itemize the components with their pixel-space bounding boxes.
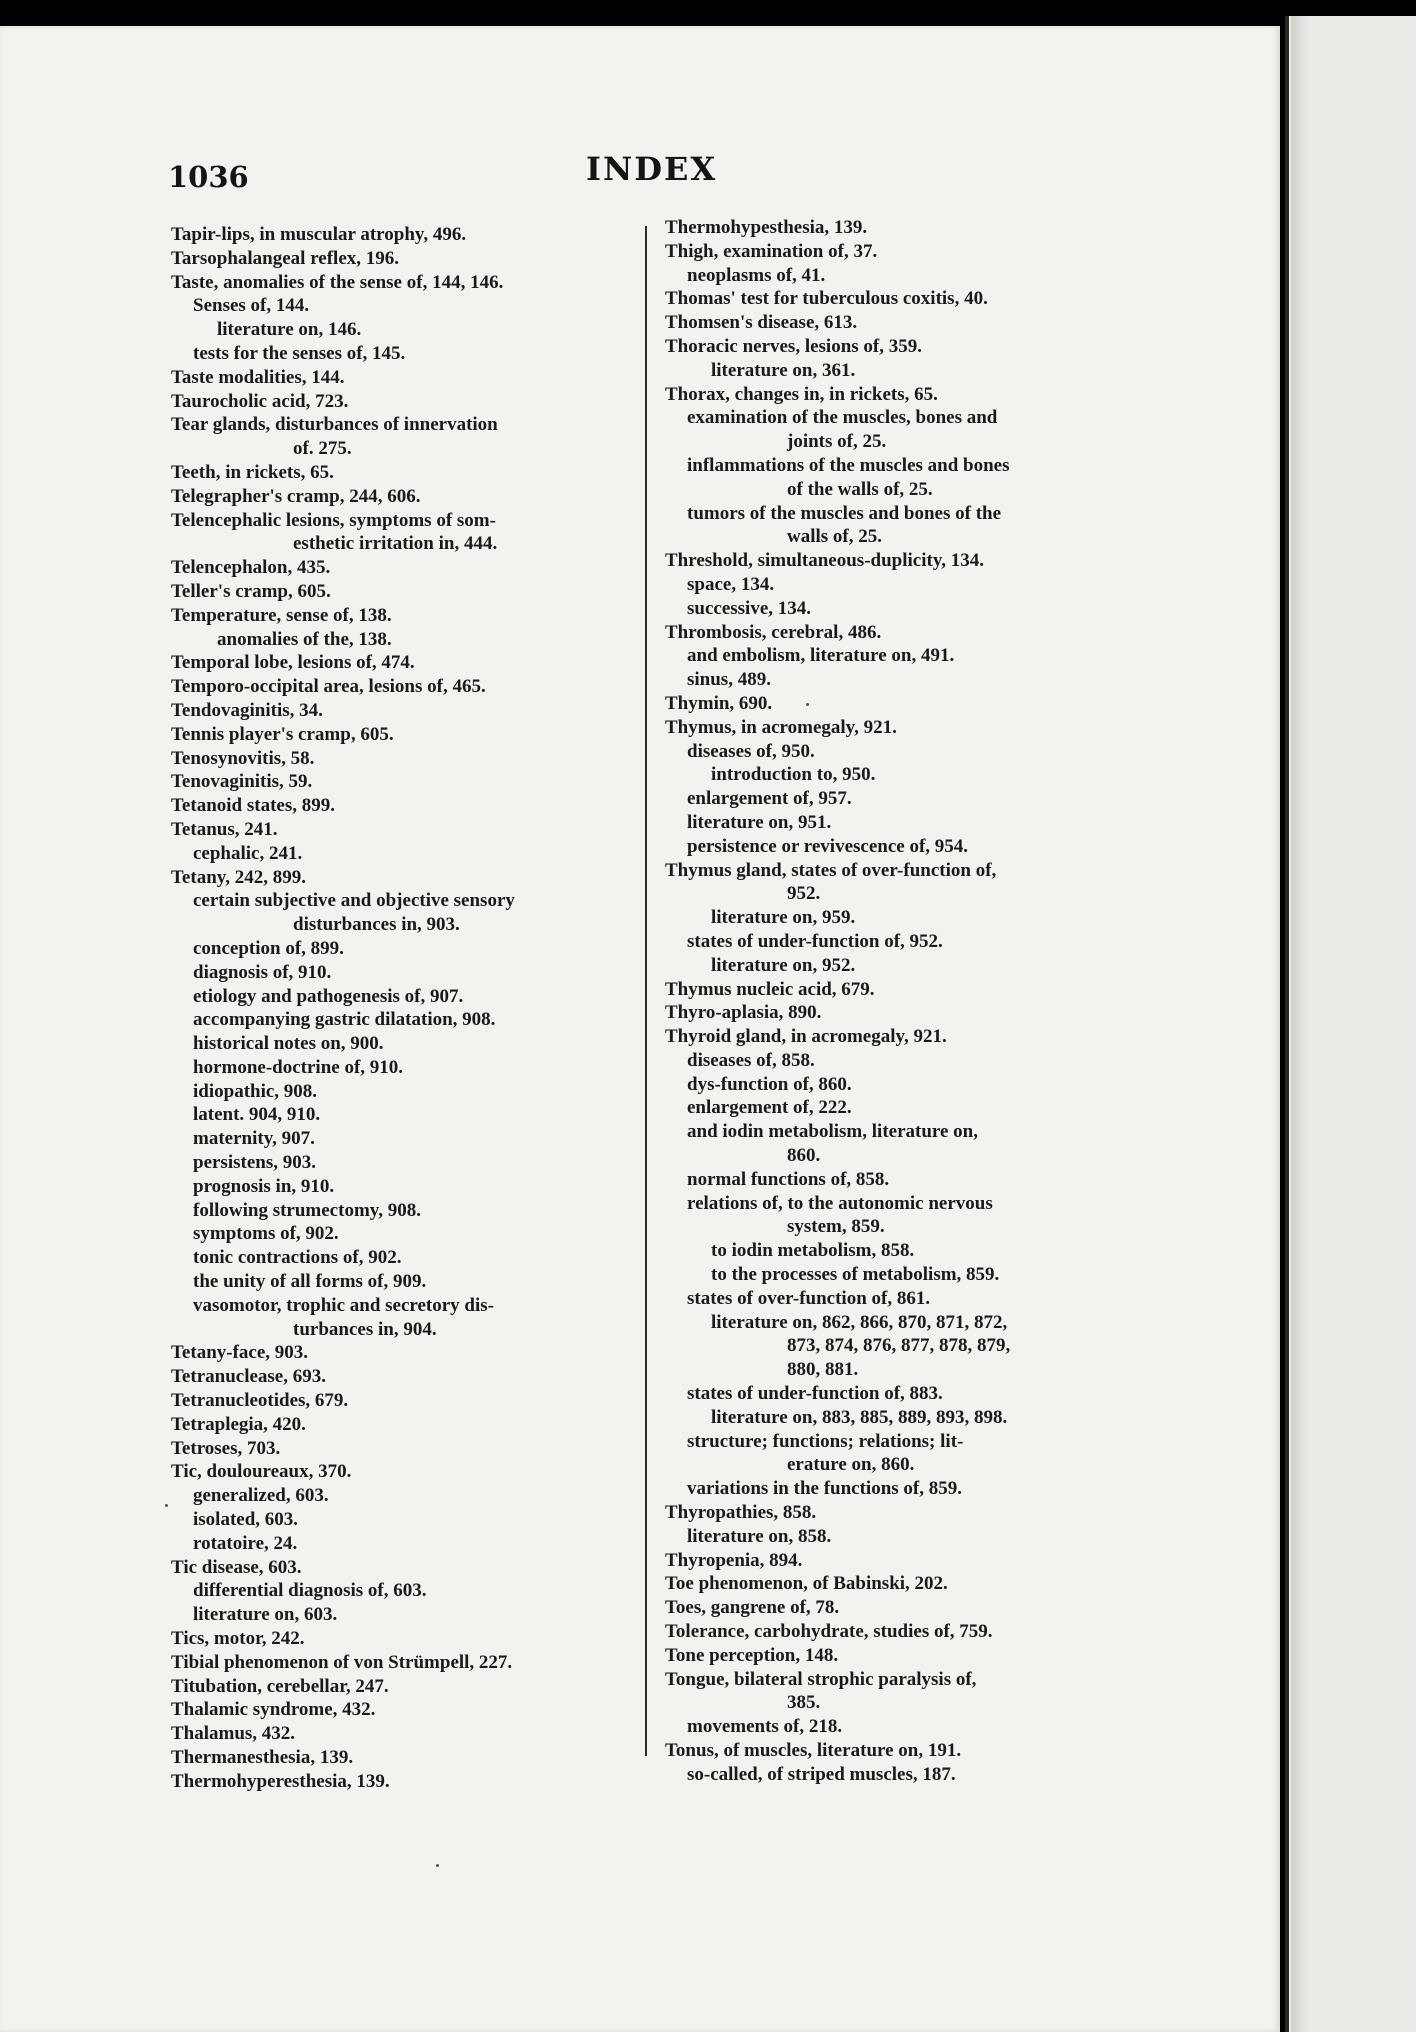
index-subentry: states of under-function of, 883. — [687, 1383, 943, 1405]
index-subentry: tests for the senses of, 145. — [193, 342, 406, 364]
index-entry-continuation: esthetic irritation in, 444. — [293, 533, 498, 555]
index-entry: Tarsophalangeal reflex, 196. — [171, 247, 400, 269]
index-subentry: hormone-doctrine of, 910. — [193, 1056, 404, 1078]
index-subentry: literature on, 146. — [217, 319, 362, 341]
index-subentry: successive, 134. — [687, 597, 812, 619]
index-entry: Telencephalon, 435. — [171, 557, 331, 579]
index-entry-continuation: erature on, 860. — [787, 1454, 915, 1476]
index-entry-continuation: turbances in, 904. — [293, 1318, 437, 1340]
index-subentry: anomalies of the, 138. — [217, 628, 392, 650]
index-entry: Thigh, examination of, 37. — [665, 240, 878, 262]
index-subentry: tonic contractions of, 902. — [193, 1247, 402, 1269]
index-entry: Teeth, in rickets, 65. — [171, 461, 334, 483]
index-entry-continuation: of. 275. — [293, 438, 352, 460]
index-entry: Thyroid gland, in acromegaly, 921. — [665, 1026, 947, 1048]
index-subentry: so-called, of striped muscles, 187. — [687, 1763, 956, 1785]
index-subentry: structure; functions; relations; lit- — [687, 1430, 964, 1452]
column-divider — [645, 226, 647, 1756]
index-subentry: diseases of, 950. — [687, 740, 815, 762]
index-entry: Titubation, cerebellar, 247. — [171, 1675, 389, 1697]
index-subentry: conception of, 899. — [193, 937, 344, 959]
index-entry: Tic, douloureaux, 370. — [171, 1461, 352, 1483]
index-entry-continuation: joints of, 25. — [787, 431, 887, 453]
dust-speck — [436, 1864, 439, 1867]
index-entry-continuation: 385. — [787, 1692, 821, 1714]
index-subentry: literature on, 361. — [711, 359, 856, 381]
index-subentry: to iodin metabolism, 858. — [711, 1240, 915, 1262]
index-subentry: persistence or revivescence of, 954. — [687, 835, 969, 857]
index-entry: Thomsen's disease, 613. — [665, 312, 858, 334]
index-entry: Thermohypesthesia, 139. — [665, 217, 868, 238]
index-subentry: differential diagnosis of, 603. — [193, 1580, 427, 1602]
index-entry: Thorax, changes in, in rickets, 65. — [665, 383, 938, 405]
index-entry-continuation: system, 859. — [787, 1216, 885, 1238]
index-entry: Temporal lobe, lesions of, 474. — [171, 652, 415, 674]
index-entry: Thyropenia, 894. — [665, 1549, 803, 1571]
index-subentry: maternity, 907. — [193, 1128, 315, 1150]
page-number: 1036 — [168, 160, 249, 194]
index-entry: Tenovaginitis, 59. — [171, 771, 313, 793]
index-subentry: and iodin metabolism, literature on, — [687, 1121, 978, 1143]
adjacent-page-edge — [1285, 16, 1416, 2032]
index-subentry: persistens, 903. — [193, 1152, 316, 1174]
index-entry: Tetanoid states, 899. — [171, 795, 335, 817]
index-entry: Tear glands, disturbances of innervation — [171, 414, 498, 436]
index-entry: Tongue, bilateral strophic paralysis of, — [665, 1668, 977, 1690]
index-subentry: to the processes of metabolism, 859. — [711, 1264, 1000, 1286]
index-entry: Tetraplegia, 420. — [171, 1413, 306, 1435]
index-entry: Thermohyperesthesia, 139. — [171, 1770, 390, 1792]
index-subentry: following strumectomy, 908. — [193, 1199, 421, 1221]
index-entry: Thymus, in acromegaly, 921. — [665, 716, 897, 738]
index-subentry: states of over-function of, 861. — [687, 1287, 931, 1309]
index-subentry: vasomotor, trophic and secretory dis- — [193, 1294, 494, 1316]
index-entry: Taurocholic acid, 723. — [171, 390, 349, 412]
index-entry: Tics, motor, 242. — [171, 1628, 305, 1650]
index-entry: Thalamus, 432. — [171, 1723, 296, 1745]
index-entry: Thyropathies, 858. — [665, 1502, 817, 1524]
index-subentry: generalized, 603. — [193, 1485, 329, 1507]
running-head: INDEX — [586, 150, 718, 188]
index-entry: Tone perception, 148. — [665, 1644, 839, 1666]
index-entry: Tonus, of muscles, literature on, 191. — [665, 1740, 962, 1761]
index-subentry: idiopathic, 908. — [193, 1080, 318, 1102]
index-subentry: latent. 904, 910. — [193, 1104, 321, 1126]
dust-speck — [806, 703, 809, 706]
index-subentry: relations of, to the autonomic nervous — [687, 1192, 993, 1214]
index-entry: Tennis player's cramp, 605. — [171, 723, 394, 745]
index-column-left — [171, 223, 661, 1794]
index-entry: Thomas' test for tuberculous coxitis, 40. — [665, 288, 988, 310]
index-subentry: literature on, 858. — [687, 1525, 832, 1547]
index-entry: Toes, gangrene of, 78. — [665, 1597, 840, 1619]
index-entry: Tetroses, 703. — [171, 1437, 281, 1459]
index-entry: Toe phenomenon, of Babinski, 202. — [665, 1573, 948, 1595]
page-edge-line — [1285, 16, 1289, 2032]
index-subentry: variations in the functions of, 859. — [687, 1478, 962, 1500]
index-entry: Temperature, sense of, 138. — [171, 604, 392, 626]
index-subentry: movements of, 218. — [687, 1716, 843, 1738]
index-subentry: historical notes on, 900. — [193, 1033, 384, 1055]
page-gutter-shadow — [1291, 16, 1309, 2032]
index-subentry: prognosis in, 910. — [193, 1175, 335, 1197]
index-entry-continuation: 873, 874, 876, 877, 878, 879, — [787, 1335, 1011, 1357]
index-subentry: literature on, 883, 885, 889, 893, 898. — [711, 1406, 1008, 1428]
index-entry: Thalamic syndrome, 432. — [171, 1699, 376, 1721]
index-entry: Threshold, simultaneous-duplicity, 134. — [665, 550, 985, 572]
index-entry: Tibial phenomenon of von Strümpell, 227. — [171, 1651, 513, 1673]
index-subentry: symptoms of, 902. — [193, 1223, 339, 1245]
index-subentry: inflammations of the muscles and bones — [687, 454, 1010, 476]
index-entry: Thymus nucleic acid, 679. — [665, 978, 875, 1000]
index-entry: Tetany-face, 903. — [171, 1342, 309, 1364]
index-entry: Tapir-lips, in muscular atrophy, 496. — [171, 224, 467, 245]
index-subentry: cephalic, 241. — [193, 842, 303, 864]
index-entry: Tetanus, 241. — [171, 818, 278, 840]
index-subentry: literature on, 862, 866, 870, 871, 872, — [711, 1311, 1008, 1333]
index-entry: Thrombosis, cerebral, 486. — [665, 621, 882, 643]
index-subentry: sinus, 489. — [687, 669, 771, 691]
index-entry-continuation: of the walls of, 25. — [787, 478, 933, 500]
index-entry: Teller's cramp, 605. — [171, 580, 331, 602]
index-subentry: literature on, 959. — [711, 907, 856, 929]
index-subentry: examination of the muscles, bones and — [687, 407, 998, 429]
dust-speck — [165, 1504, 168, 1507]
index-subentry: enlargement of, 957. — [687, 788, 852, 810]
index-subentry: rotatoire, 24. — [193, 1532, 298, 1554]
index-subentry: dys-function of, 860. — [687, 1073, 852, 1095]
index-entry: Telegrapher's cramp, 244, 606. — [171, 485, 421, 507]
index-subentry: Senses of, 144. — [193, 295, 310, 317]
index-entry-continuation: 880, 881. — [787, 1359, 859, 1381]
index-subentry: etiology and pathogenesis of, 907. — [193, 985, 464, 1007]
index-subentry: neoplasms of, 41. — [687, 264, 826, 286]
index-entry: Thoracic nerves, lesions of, 359. — [665, 335, 923, 357]
index-entry: Thymin, 690. — [665, 692, 773, 714]
index-entry: Tetranuclease, 693. — [171, 1366, 326, 1388]
index-subentry: accompanying gastric dilatation, 908. — [193, 1009, 496, 1031]
index-entry: Taste modalities, 144. — [171, 366, 345, 388]
index-entry: Tetranucleotides, 679. — [171, 1390, 349, 1412]
index-entry: Thyro-aplasia, 890. — [665, 1002, 822, 1024]
index-entry-continuation: 860. — [787, 1145, 821, 1167]
index-subentry: diagnosis of, 910. — [193, 961, 332, 983]
index-entry: Tic disease, 603. — [171, 1556, 302, 1578]
index-subentry: tumors of the muscles and bones of the — [687, 502, 1002, 524]
index-entry: Temporo-occipital area, lesions of, 465. — [171, 676, 486, 698]
index-entry: Tendovaginitis, 34. — [171, 699, 323, 721]
index-subentry: literature on, 951. — [687, 811, 832, 833]
index-subentry: and embolism, literature on, 491. — [687, 645, 955, 667]
index-subentry: the unity of all forms of, 909. — [193, 1271, 427, 1293]
index-subentry: states of under-function of, 952. — [687, 930, 943, 952]
index-entry-continuation: walls of, 25. — [787, 526, 882, 548]
index-subentry: introduction to, 950. — [711, 764, 876, 786]
index-entry: Taste, anomalies of the sense of, 144, 146. — [171, 271, 504, 293]
index-entry: Tetany, 242, 899. — [171, 866, 306, 888]
index-subentry: diseases of, 858. — [687, 1049, 815, 1071]
index-entry: Tenosynovitis, 58. — [171, 747, 315, 769]
index-column-right — [665, 216, 1175, 1787]
index-subentry: certain subjective and objective sensory — [193, 890, 515, 912]
index-subentry: space, 134. — [687, 573, 775, 595]
book-page — [0, 26, 1280, 2032]
index-entry: Thermanesthesia, 139. — [171, 1747, 354, 1768]
index-entry: Thymus gland, states of over-function of, — [665, 859, 997, 881]
index-entry-continuation: disturbances in, 903. — [293, 914, 460, 936]
index-subentry: enlargement of, 222. — [687, 1097, 852, 1119]
index-subentry: literature on, 952. — [711, 954, 856, 976]
index-subentry: literature on, 603. — [193, 1604, 338, 1626]
index-subentry: normal functions of, 858. — [687, 1168, 890, 1190]
index-entry: Telencephalic lesions, symptoms of som- — [171, 509, 496, 531]
index-subentry: isolated, 603. — [193, 1509, 299, 1531]
index-entry: Tolerance, carbohydrate, studies of, 759. — [665, 1621, 993, 1643]
index-entry-continuation: 952. — [787, 883, 821, 905]
